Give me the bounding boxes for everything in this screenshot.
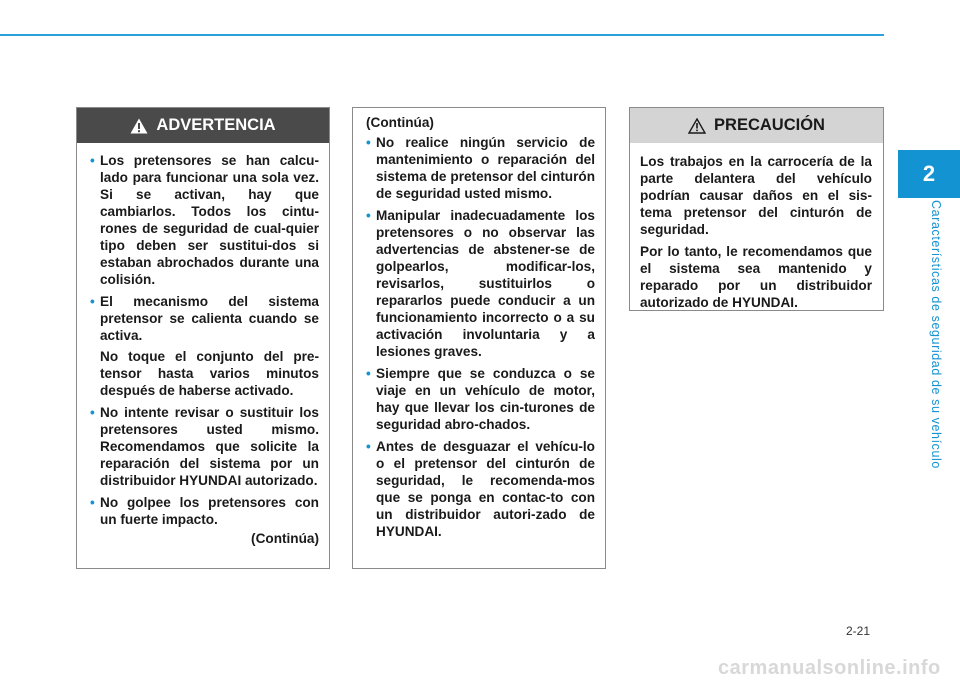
warning-sub-paragraph: No toque el conjunto del pre-tensor hasta varios minutos después de haberse activado. bbox=[100, 349, 319, 398]
continued-box bbox=[352, 107, 606, 569]
warning-continues: (Continúa) bbox=[251, 531, 319, 546]
warning-header bbox=[77, 108, 329, 143]
chapter-number-tab bbox=[898, 150, 960, 198]
caution-title: PRECAUCIÓN bbox=[714, 116, 825, 134]
caution-box bbox=[629, 107, 884, 311]
caution-triangle-icon bbox=[688, 118, 706, 134]
page-number: 2-21 bbox=[846, 624, 871, 638]
continued-body bbox=[353, 108, 605, 540]
warning-title: ADVERTENCIA bbox=[156, 116, 276, 134]
caution-body bbox=[630, 143, 883, 311]
caution-paragraph: Los trabajos en la carrocería de la parte delantera del vehículo podrían causar daños en el sis-tema pretensor del cinturón de seguridad. bbox=[640, 154, 872, 237]
warning-triangle-icon bbox=[130, 118, 148, 134]
caution-paragraph: Por lo tanto, le recomendamos que el sistema sea mantenido y reparado por un distribuidor autorizado de HYUNDAI. bbox=[640, 244, 872, 310]
continued-item: • Antes de desguazar el vehícu-lo o el pretensor del cinturón de seguridad, le recomenda-mos que se ponga en contac-to con un distribuidor autori-zado de HYUNDAI. bbox=[366, 438, 595, 540]
warning-item: • No intente revisar o sustituir los pretensores usted mismo. Recomendamos que solicite la reparación del sistema por un distribuidor HYUNDAI autorizado. bbox=[90, 404, 319, 489]
caution-header bbox=[630, 108, 883, 143]
footer-watermark: carmanualsonline.info bbox=[718, 657, 941, 679]
chapter-title: Características de seguridad de su vehículo bbox=[929, 200, 943, 469]
warning-item: • Los pretensores se han calcu-lado para funcionar una sola vez. Si se activan, hay que cambiarlos. Todos los cintu-rones de seguridad de cual-quier tipo deben ser sustitui-dos si estaban abrochados durante una colisión. bbox=[90, 152, 319, 288]
chapter-number: 2 bbox=[922, 161, 936, 186]
continued-item: • Manipular inadecuadamente los pretensores o no observar las advertencias de abstener-se de golpearlos, modificar-los, revisarlos, sustituirlos o repararlos puede conducir a un funcionamiento incorrecto o a su activación involuntaria y a lesiones graves. bbox=[366, 207, 595, 360]
continued-item: • Siempre que se conduzca o se viaje en un vehículo de motor, hay que llevar los cin-turones de seguridad abro-chados. bbox=[366, 365, 595, 433]
warning-body bbox=[77, 143, 329, 547]
top-rule bbox=[0, 34, 884, 36]
continued-header: (Continúa) bbox=[366, 115, 434, 130]
warning-item: • No golpee los pretensores con un fuerte impacto. bbox=[90, 494, 319, 528]
continued-item: • No realice ningún servicio de mantenimiento o reparación del sistema de pretensor del cinturón de seguridad usted mismo. bbox=[366, 134, 595, 202]
warning-item: • El mecanismo del sistema pretensor se calienta cuando se activa. bbox=[90, 293, 319, 344]
warning-box bbox=[76, 107, 330, 569]
